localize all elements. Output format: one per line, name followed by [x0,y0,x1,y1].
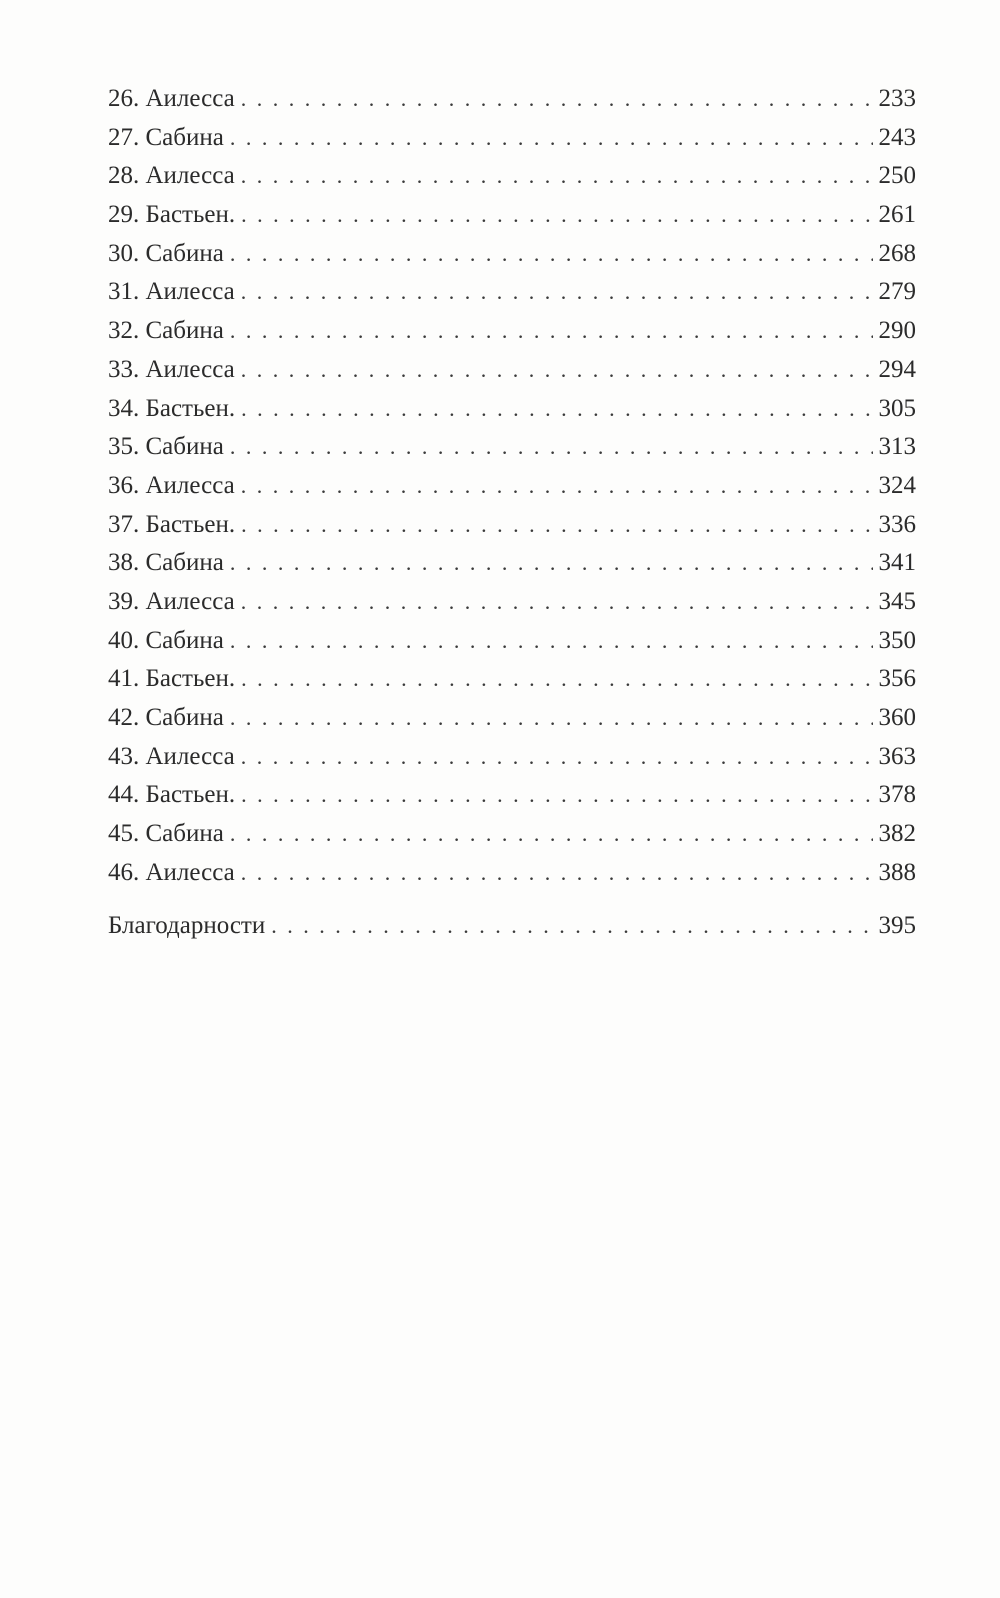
toc-entry-title: 29. Бастьен. [108,201,236,229]
toc-entry-page: 233 [878,85,916,112]
toc-entry-title: 28. Аилесса [108,162,235,190]
toc-entry-page: 294 [878,355,916,383]
toc-entry-page: 243 [878,123,916,151]
toc-entry [108,815,916,854]
toc-entry-title: 42. Сабина [108,704,224,731]
toc-entry-title: 31. Аилесса [108,278,235,306]
toc-entry-page: 279 [878,278,916,306]
toc-entry-page: 350 [878,626,916,654]
toc-entry-page: 290 [878,317,916,345]
toc-entry-page: 388 [878,858,916,886]
dot-leader [241,854,873,893]
dot-leader [230,815,873,854]
toc-entry [108,428,916,467]
table-of-contents [108,80,916,946]
dot-leader [241,273,873,312]
toc-entry-page: 360 [878,704,916,731]
toc-entry-title: 46. Аилесса [108,858,235,886]
toc-entry [108,506,916,545]
toc-entry [108,235,916,274]
toc-entry [108,660,916,699]
dot-leader [230,544,873,583]
toc-entry-title: 30. Сабина [108,239,224,267]
toc-entry-title: 45. Сабина [108,820,224,848]
toc-entry-page: 268 [878,239,916,267]
toc-entry-page: 363 [878,742,916,770]
toc-entry-page: 305 [878,394,916,422]
dot-leader [230,699,873,738]
dot-leader [230,428,873,467]
toc-entry-acknowledgements [108,907,916,946]
toc-entry-page: 345 [878,587,916,615]
toc-entry-page: 250 [878,162,916,190]
toc-entry-title: 27. Сабина [108,123,224,151]
toc-entry [108,80,916,119]
toc-entry-page: 324 [878,471,916,499]
toc-entry-title: 35. Сабина [108,433,224,461]
dot-leader [230,235,873,274]
toc-entry-title: 41. Бастьен. [108,665,236,693]
dot-leader [241,506,872,545]
toc-entry-title: 40. Сабина [108,626,224,654]
toc-entry [108,351,916,390]
toc-entry-title: 38. Сабина [108,549,224,577]
toc-entry-page: 341 [878,549,916,577]
toc-entry-title: 44. Бастьен. [108,781,236,809]
toc-entry-title: 32. Сабина [108,317,224,345]
toc-entry-title: 26. Аилесса [108,85,235,112]
dot-leader [271,907,872,946]
toc-entry [108,622,916,661]
toc-entry-page: 382 [878,820,916,848]
toc-entry-page: 378 [878,781,916,809]
dot-leader [241,776,872,815]
toc-entry-page: 356 [878,665,916,693]
toc-entry [108,157,916,196]
toc-entry-title: 34. Бастьен. [108,394,236,422]
dot-leader [241,351,873,390]
toc-entry-title: 37. Бастьен. [108,510,236,538]
toc-entry-page: 395 [878,912,916,940]
toc-entry [108,273,916,312]
dot-leader [241,196,872,235]
dot-leader [230,119,873,158]
dot-leader [230,312,873,351]
toc-entry-page: 313 [878,433,916,461]
toc-entry-title: 33. Аилесса [108,355,235,383]
dot-leader [241,80,873,119]
dot-leader [241,467,873,506]
toc-entry [108,738,916,777]
toc-entry [108,312,916,351]
toc-entry [108,196,916,235]
dot-leader [230,622,873,661]
toc-entry-page: 336 [878,510,916,538]
toc-entry-page: 261 [878,201,916,229]
toc-entry [108,854,916,893]
dot-leader [241,738,873,777]
toc-entry-title: Благодарности [108,912,266,940]
toc-entry [108,544,916,583]
toc-entry-title: 43. Аилесса [108,742,235,770]
dot-leader [241,583,873,622]
toc-entry-title: 39. Аилесса [108,587,235,615]
toc-entry [108,776,916,815]
toc-entry-title: 36. Аилесса [108,471,235,499]
toc-entry [108,467,916,506]
toc-entry [108,390,916,429]
toc-entry [108,699,916,738]
dot-leader [241,390,872,429]
dot-leader [241,157,873,196]
toc-entry [108,119,916,158]
toc-entry [108,583,916,622]
dot-leader [241,660,872,699]
